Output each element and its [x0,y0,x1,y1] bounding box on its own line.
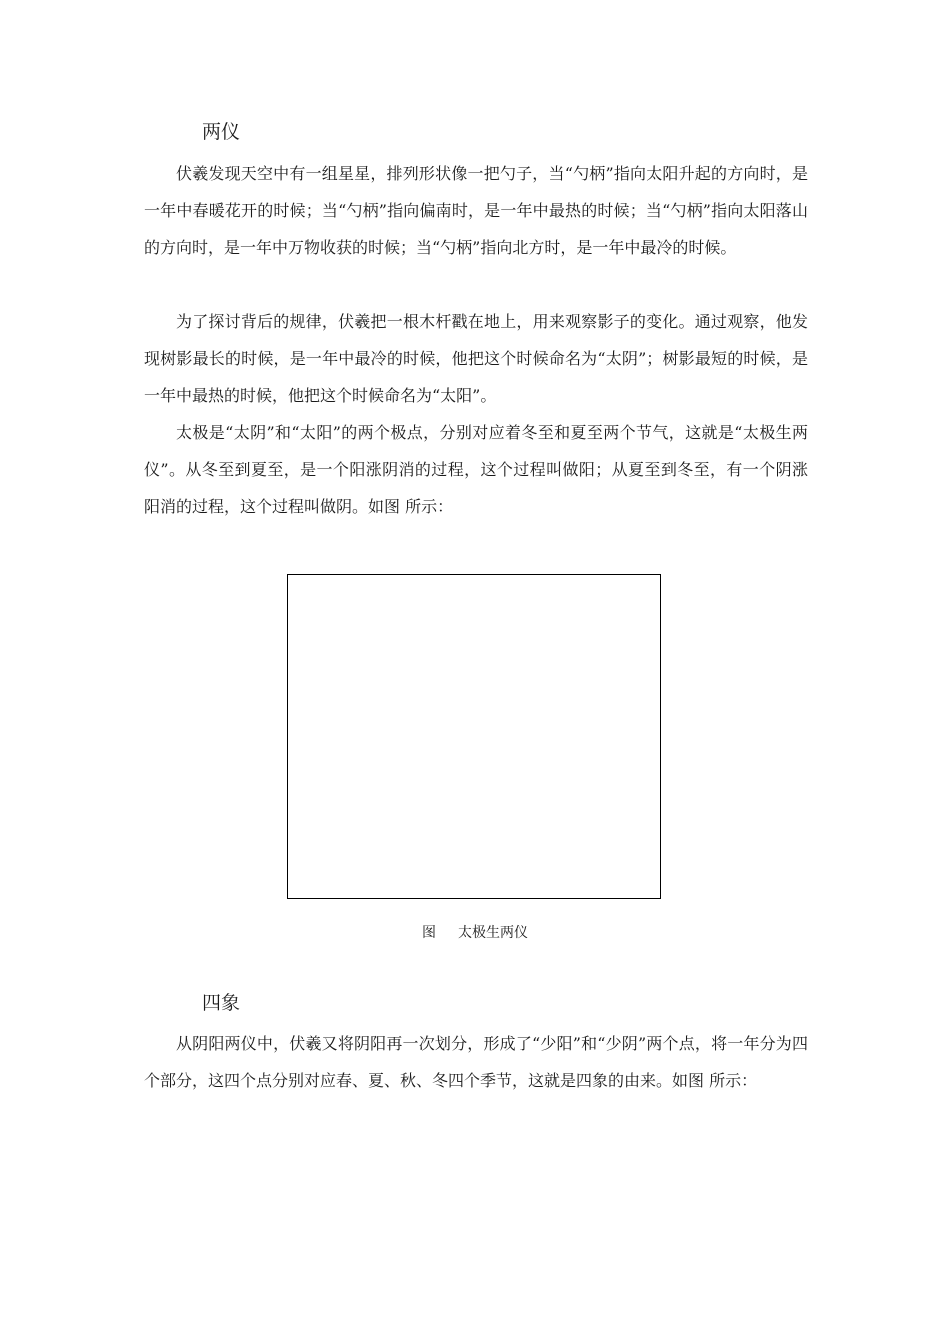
figure-placeholder-taiji [287,574,661,899]
figure-caption-text: 太极生两仪 [458,925,528,941]
section-heading-sixiang: 四象 [202,992,241,1014]
paragraph-four-images: 从阴阳两仪中，伏羲又将阴阳再一次划分，形成了“少阳”和“少阴”两个点，将一年分为四个部分，这四个点分别对应春、夏、秋、冬四个季节，这就是四象的由来。如图 所示： [144,1034,808,1090]
paragraph-taiji: 太极是“太阴”和“太阳”的两个极点，分别对应着冬至和夏至两个节气，这就是“太极生两仪”。从冬至到夏至，是一个阳涨阴消的过程，这个过程叫做阳；从夏至到冬至，有一个阴涨阳消的过程，这个过程叫做阴。如图 所示： [144,423,808,516]
paragraph-shadow-observation: 为了探讨背后的规律，伏羲把一根木杆戳在地上，用来观察影子的变化。通过观察，他发现树影最长的时候，是一年中最冷的时候，他把这个时候命名为“太阴”；树影最短的时候，是一年中最热的时候，他把这个时候命名为“太阳”。 [144,312,808,405]
figure-caption [0,922,950,944]
paragraph-big-dipper: 伏羲发现天空中有一组星星，排列形状像一把勺子，当“勺柄”指向太阳升起的方向时，是一年中春暖花开的时候；当“勺柄”指向偏南时，是一年中最热的时候；当“勺柄”指向太阳落山的方向时，是一年中万物收获的时候；当“勺柄”指向北方时，是一年中最冷的时候。 [144,164,808,257]
section-heading-liangyi: 两仪 [202,121,241,143]
figure-caption-label: 图 [422,925,436,941]
